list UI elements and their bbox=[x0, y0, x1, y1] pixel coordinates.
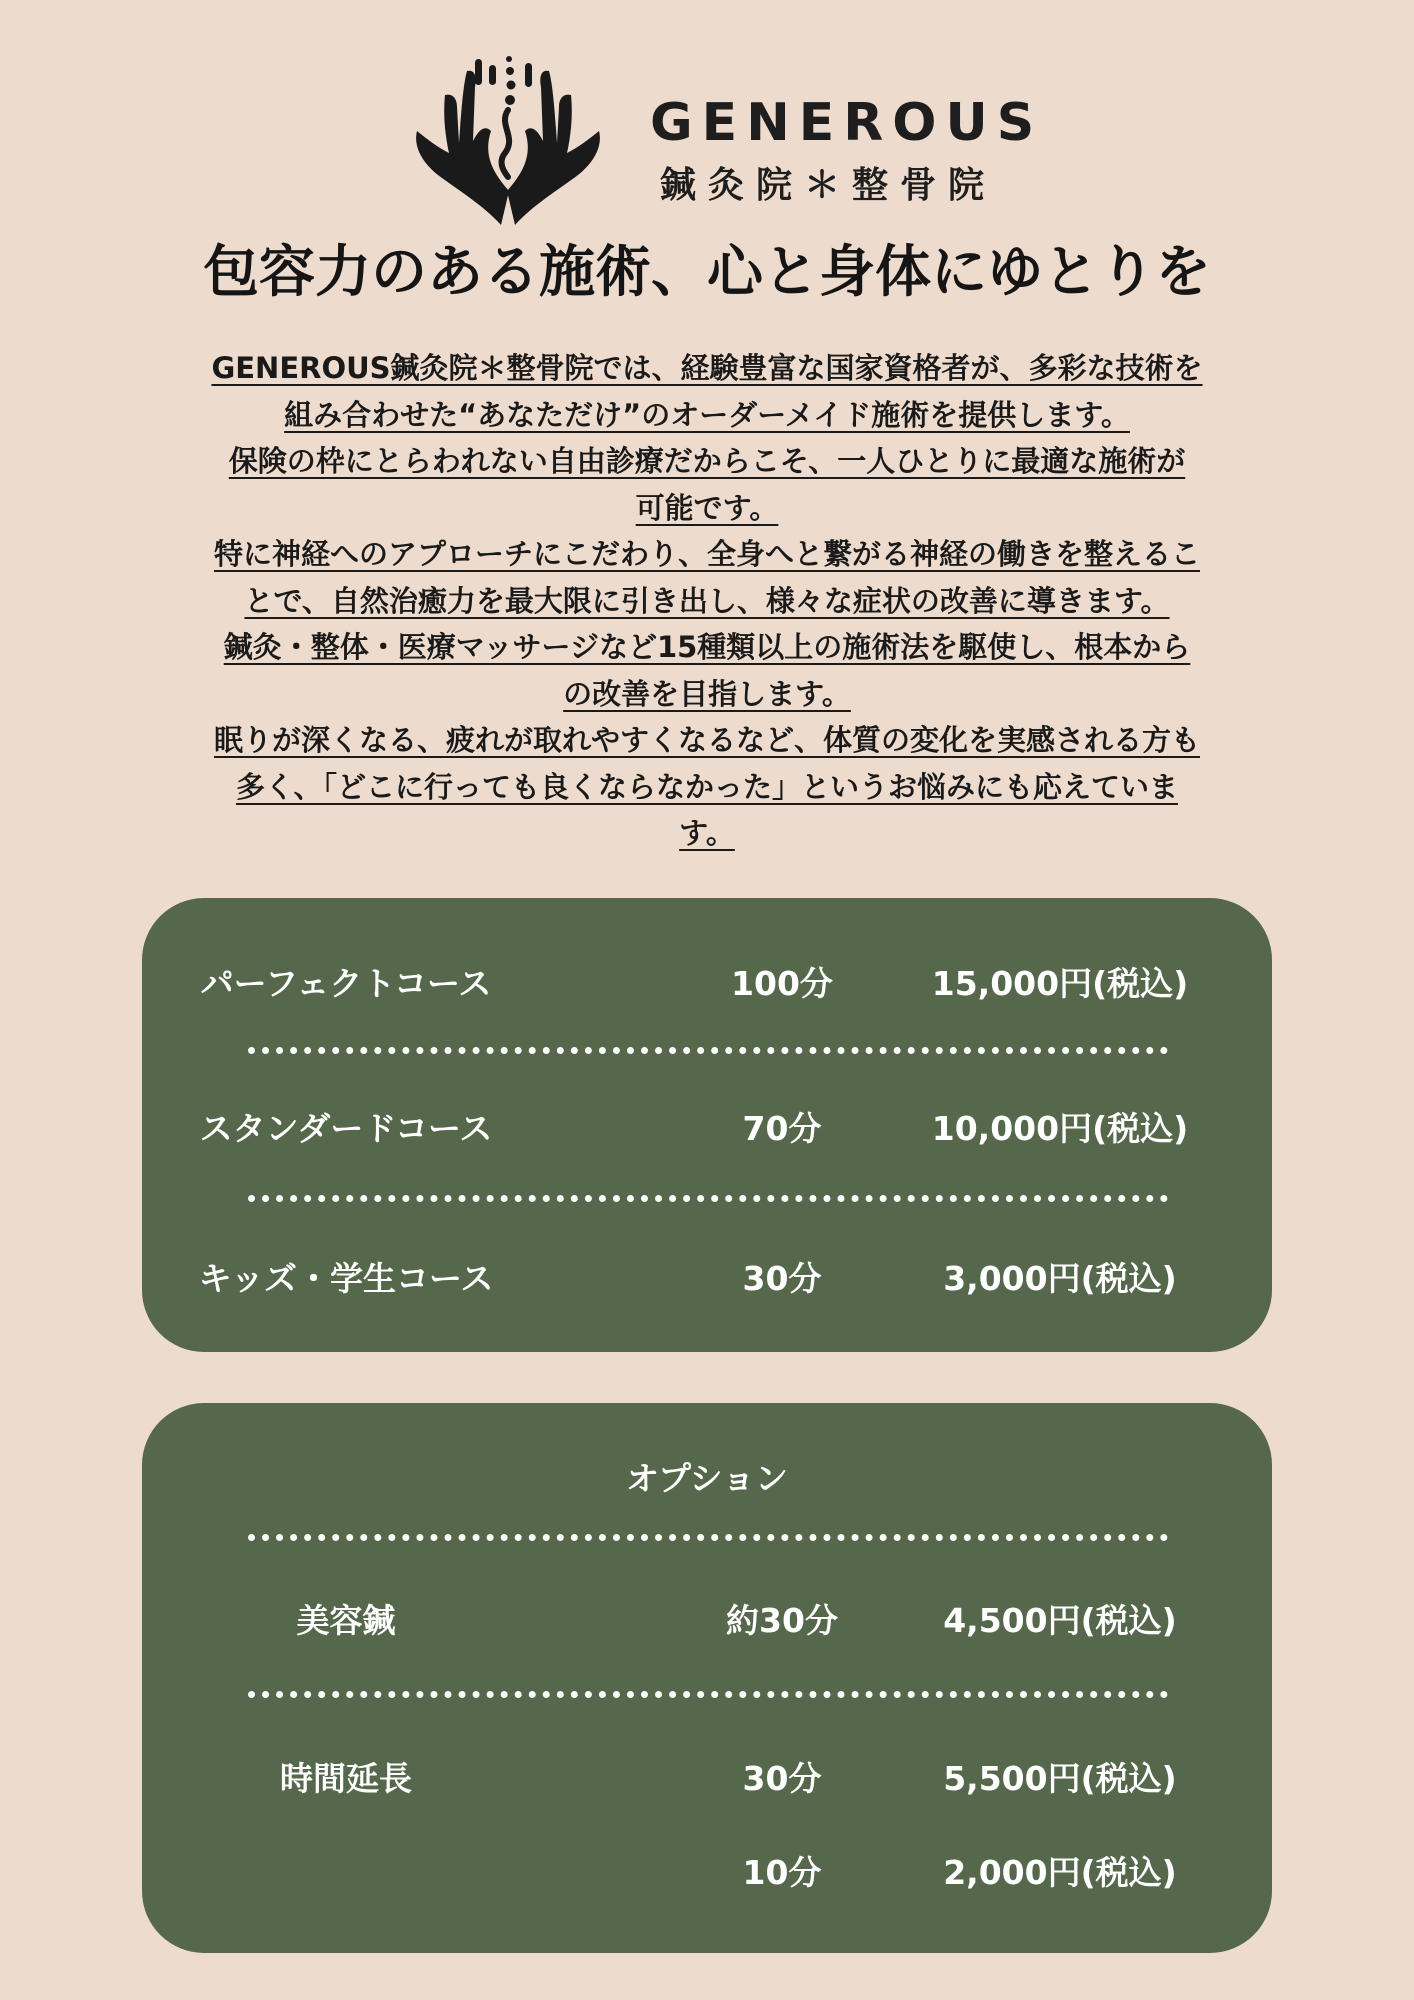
intro-line: 鍼灸・整体・医療マッサージなど15種類以上の施術法を駆使し、根本から bbox=[223, 630, 1191, 664]
intro-line: 組み合わせた“あなただけ”のオーダーメイド施術を提供します。 bbox=[284, 397, 1130, 432]
option-row-extension-30 bbox=[142, 1753, 1272, 1803]
option-name: 美容鍼 bbox=[296, 1601, 396, 1640]
brand-subtitle: 鍼灸院＊整骨院 bbox=[660, 165, 997, 206]
dotted-divider bbox=[248, 1534, 1168, 1541]
dotted-divider bbox=[248, 1195, 1168, 1202]
intro-text bbox=[135, 345, 1279, 857]
option-duration: 10分 bbox=[742, 1853, 822, 1892]
option-price: 2,000円(税込) bbox=[943, 1853, 1177, 1892]
intro-line: 眠りが深くなる、疲れが取れやすくなるなど、体質の変化を実感される方も bbox=[213, 723, 1200, 757]
course-row-standard bbox=[142, 1103, 1272, 1153]
intro-line: 特に神経へのアプローチにこだわり、全身へと繋がる神経の働きを整えるこ bbox=[213, 537, 1200, 571]
option-row-extension-10 bbox=[142, 1847, 1272, 1897]
course-price-panel bbox=[142, 898, 1272, 1352]
course-name: スタンダードコース bbox=[199, 1109, 493, 1148]
course-name: パーフェクトコース bbox=[200, 964, 492, 1003]
course-duration: 70分 bbox=[742, 1109, 822, 1148]
option-duration: 30分 bbox=[742, 1759, 822, 1798]
brand-logo bbox=[0, 55, 1414, 225]
course-duration: 30分 bbox=[742, 1259, 822, 1298]
option-row-beauty-acupuncture bbox=[142, 1595, 1272, 1645]
course-price: 3,000円(税込) bbox=[943, 1259, 1177, 1298]
course-row-perfect bbox=[142, 958, 1272, 1008]
brand-name: GENEROUS bbox=[650, 93, 1044, 153]
option-name: 時間延長 bbox=[280, 1759, 412, 1798]
headline: 包容力のある施術、心と身体にゆとりを bbox=[203, 240, 1211, 305]
intro-line: 可能です。 bbox=[635, 490, 779, 525]
intro-line: とで、自然治癒力を最大限に引き出し、様々な症状の改善に導きます。 bbox=[244, 583, 1170, 618]
option-price-panel bbox=[142, 1403, 1272, 1953]
course-row-kids bbox=[142, 1253, 1272, 1303]
course-price: 15,000円(税込) bbox=[931, 964, 1189, 1003]
course-name: キッズ・学生コース bbox=[198, 1259, 494, 1298]
intro-line: す。 bbox=[679, 816, 735, 850]
option-duration: 約30分 bbox=[726, 1601, 838, 1640]
hands-spine-logo-icon bbox=[413, 55, 603, 225]
course-price: 10,000円(税込) bbox=[931, 1109, 1189, 1148]
intro-line: 保険の枠にとらわれない自由診療だからこそ、一人ひとりに最適な施術が bbox=[228, 444, 1186, 478]
intro-line: 多く、「どこに行っても良くならなかった」というお悩みにも応えていま bbox=[236, 769, 1178, 804]
options-title: オプション bbox=[625, 1459, 789, 1498]
course-duration: 100分 bbox=[731, 964, 833, 1003]
option-price: 5,500円(税込) bbox=[943, 1759, 1177, 1798]
intro-line: GENEROUS鍼灸院＊整骨院では、経験豊富な国家資格者が、多彩な技術を bbox=[211, 351, 1203, 385]
dotted-divider bbox=[248, 1691, 1168, 1698]
option-price: 4,500円(税込) bbox=[943, 1601, 1177, 1640]
intro-line: の改善を目指します。 bbox=[563, 676, 851, 711]
dotted-divider bbox=[248, 1047, 1168, 1054]
